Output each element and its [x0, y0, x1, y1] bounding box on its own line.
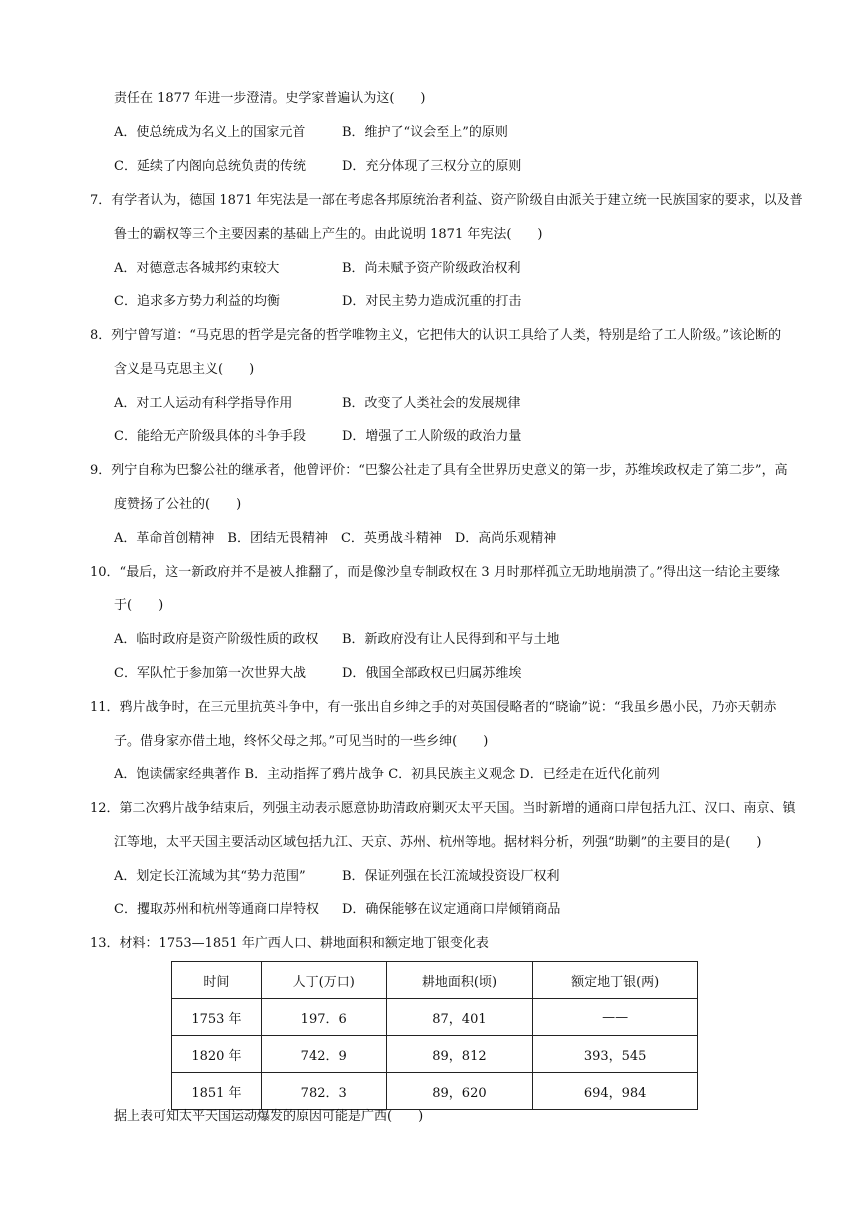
q8-option-a: A．对工人运动有科学指导作用: [114, 396, 293, 411]
q10-option-a: A．临时政府是资产阶级性质的政权: [114, 632, 319, 647]
table-cell: 782．3: [261, 1073, 386, 1110]
q10-option-b: B．新政府没有让人民得到和平与土地: [342, 632, 560, 647]
q13-data-table: [171, 961, 698, 1110]
q12-stem-line2: 江等地，太平天国主要活动区域包括九江、天京、苏州、杭州等地。据材料分析，列强“助剿”的主要目的是( ): [114, 835, 762, 850]
table-row: [172, 1073, 698, 1110]
q9-options: A．革命首创精神 B．团结无畏精神 C．英勇战斗精神 D．高尚乐观精神: [114, 531, 557, 546]
q8-stem-line1: 8．列宁曾写道：“马克思的哲学是完备的哲学唯物主义，它把伟大的认识工具给了人类，特别是给了工人阶级。”该论断的: [90, 328, 782, 343]
table-row: [172, 999, 698, 1036]
q10-option-d: D．俄国全部政权已归属苏维埃: [342, 666, 522, 681]
q9-stem-line1: 9．列宁自称为巴黎公社的继承者，他曾评价：“巴黎公社走了具有全世界历史意义的第一步，苏维埃政权走了第二步”，高: [90, 463, 788, 478]
q7-stem-line1: 7．有学者认为，德国 1871 年宪法是一部在考虑各邦原统治者利益、资产阶级自由派关于建立统一民族国家的要求，以及普: [90, 193, 803, 208]
q12-stem-line1: 12．第二次鸦片战争结束后，列强主动表示愿意协助清政府剿灭太平天国。当时新增的通商口岸包括九江、汉口、南京、镇: [90, 801, 796, 816]
q8-option-d: D．增强了工人阶级的政治力量: [342, 429, 522, 444]
table-cell: 89，812: [386, 1036, 533, 1073]
q8-stem-line2: 含义是马克思主义( ): [114, 362, 255, 377]
table-cell: 89，620: [386, 1073, 533, 1110]
q7-option-d: D．对民主势力造成沉重的打击: [342, 294, 522, 309]
table-cell: 87，401: [386, 999, 533, 1036]
q7-option-c: C．追求多方势力利益的均衡: [114, 294, 280, 309]
table-header-cell: 耕地面积(顷): [386, 962, 533, 999]
q11-options: A．饱读儒家经典著作 B．主动指挥了鸦片战争 C．初具民族主义观念 D．已经走在近代化前列: [114, 767, 660, 782]
q10-stem-line2: 于( ): [114, 598, 164, 613]
table-row: [172, 1036, 698, 1073]
table-header-cell: 人丁(万口): [261, 962, 386, 999]
table-cell: 1820 年: [172, 1036, 262, 1073]
q6-option-d: D．充分体现了三权分立的原则: [342, 159, 522, 174]
table-cell: ——: [533, 999, 698, 1036]
q7-option-b: B．尚未赋予资产阶级政治权利: [342, 261, 521, 276]
q12-option-d: D．确保能够在议定通商口岸倾销商品: [342, 902, 561, 917]
q8-option-b: B．改变了人类社会的发展规律: [342, 396, 521, 411]
q12-option-b: B．保证列强在长江流域投资设厂权利: [342, 869, 560, 884]
q11-stem-line2: 子。借身家亦借土地，终怀父母之邦。”可见当时的一些乡绅( ): [114, 734, 489, 749]
table-cell: 393，545: [533, 1036, 698, 1073]
q10-stem-line1: 10．“最后，这一新政府并不是被人推翻了，而是像沙皇专制政权在 3 月时那样孤立无助地崩溃了。”得出这一结论主要缘: [90, 565, 780, 580]
q6-stem-cont: 责任在 1877 年进一步澄清。史学家普遍认为这( ): [114, 91, 426, 106]
q12-option-c: C．攫取苏州和杭州等通商口岸特权: [114, 902, 319, 917]
q10-option-c: C．军队忙于参加第一次世界大战: [114, 666, 306, 681]
q6-option-a: A．使总统成为名义上的国家元首: [114, 125, 306, 140]
table-cell: 742．9: [261, 1036, 386, 1073]
q12-option-a: A．划定长江流域为其“势力范围”: [114, 869, 306, 884]
table-header-cell: 时间: [172, 962, 262, 999]
q6-option-b: B．维护了“议会至上”的原则: [342, 125, 508, 140]
table-cell: 1851 年: [172, 1073, 262, 1110]
q7-stem-line2: 鲁士的霸权等三个主要因素的基础上产生的。由此说明 1871 年宪法( ): [114, 227, 543, 242]
table-header-cell: 额定地丁银(两): [533, 962, 698, 999]
table-cell: 197．6: [261, 999, 386, 1036]
q7-option-a: A．对德意志各城邦约束较大: [114, 261, 280, 276]
q11-stem-line1: 11．鸦片战争时，在三元里抗英斗争中，有一张出自乡绅之手的对英国侵略者的“晓谕”说：“我虽乡愚小民，乃亦天朝赤: [90, 700, 777, 715]
q6-option-c: C．延续了内阁向总统负责的传统: [114, 159, 306, 174]
table-header-row: [172, 962, 698, 999]
q13-stem-line1: 13．材料：1753—1851 年广西人口、耕地面积和额定地丁银变化表: [90, 936, 489, 951]
q9-stem-line2: 度赞扬了公社的( ): [114, 497, 242, 512]
q13-stem-line2: 据上表可知太平天国运动爆发的原因可能是广西( ): [114, 1109, 424, 1124]
q8-option-c: C．能给无产阶级具体的斗争手段: [114, 429, 306, 444]
table-cell: 694，984: [533, 1073, 698, 1110]
table-cell: 1753 年: [172, 999, 262, 1036]
